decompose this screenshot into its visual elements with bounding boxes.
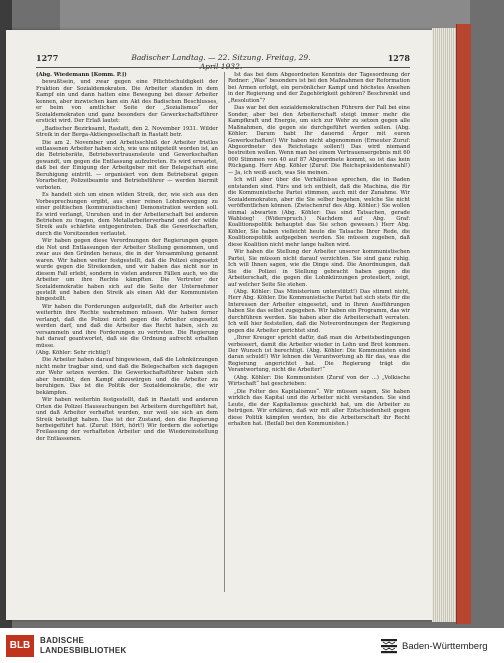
blb-logo-badge[interactable]: BLB	[6, 635, 34, 657]
bw-lions-icon	[380, 637, 398, 657]
paragraph: Wir haben die Stellung der Arbeiter unserer kommunistischen Partei, Sie müssen nicht darauf verzichten. Sie sind ganz ruhig. Ich will Ihnen sagen, wie die Dinge sind. Die Anordnungen, daß Sie die Polizei in Stellung gebracht haben gegen die Arbeiterschaft, die gegen die Lohnkürzungen protestiert, zeigt, auf welcher Seite Sie stehen.	[228, 249, 410, 288]
text-column-right	[228, 72, 410, 592]
book-cover-top	[60, 0, 470, 30]
text-column-left	[36, 72, 218, 592]
running-head	[36, 53, 410, 67]
paragraph: Die Arbeiter haben darauf hingewiesen, daß die Lohnkürzungen nicht mehr tragbar sind, und daß die Belegschaften sich dagegen zur Wehr setzen werden. Die Gewerkschaftsführer haben sich aber bemüht, den Kampf abzuwürgen und die Arbeiter zu beruhigen. Das ist die Politik der Sozialdemokratie, die wir bekämpfen.	[36, 357, 218, 396]
state-name[interactable]: Baden-Württemberg	[402, 641, 488, 652]
header-rule	[36, 67, 410, 68]
running-head-title: Badischer Landtag. — 22. Sitzung. Freitag, 29.	[131, 53, 311, 62]
paragraph: „Badischer Bezirksamt, Rastatt, den 2. November 1931. Wilder Streik in der Berga-Aktiengesellschaft in Rastatt betr.	[36, 125, 218, 139]
page-number-left: 1277	[36, 53, 59, 63]
paragraph: „Die Folter des Kapitalismus“. Wir müssen sagen, Sie haben wirklich das Kapital und die Arbeiter nicht verstanden. Sie sind Leute, die der Kapitalismus geschickt hat, um die Arbeiter zu betrügen. Wir erklären, daß wir mit aller Entschiedenheit gegen diese Politik kämpfen werden, bis die Arbeiterschaft ihr Recht erhalten hat. (Beifall bei den Kommunisten.)	[228, 388, 410, 428]
library-name[interactable]	[40, 636, 127, 656]
page-number-right: 1278	[387, 53, 410, 63]
paragraph: Die am 2. November und Arbeitsschluß der Arbeiter fristlos entlassenen Arbeiter haben sich, wie uns mitgeteilt worden ist, an die Betriebsräte, Betriebsvertrauensleute und Gewerkschaften gewandt, um gegen die Entlassung aufzutreten. Es wird erwartet, daß bei der Einigung der Arbeitgeber mit der Belegschaft eine Beruhigung eintritt. — organisiert von dem Betriebsrat gegen Vorarbeiter, Polizeibeamte und Betriebsführer — werden hiermit verboten.	[36, 139, 218, 191]
paragraph: „Ihrer Kreuger spricht dafür, daß man die Arbeitsbedingungen verbessert, damit die Arbeiter wieder in Lohn und Brot kommen. Der Wunsch ist berechtigt. (Abg. Köhler: Die Kommunisten sind daran schuld!) Wir lehnen die Verantwortung ab für das, was die Regierung angerichtet hat. Die Regierung trägt die Verantwortung, nicht die Arbeiter!“	[228, 335, 410, 374]
paragraph: Ist das bei dem Abgeordneten Kenntnis der Tagesordnung der Redner: „Was“ besonders ist bei den Maßnahmen der Reformation bei Armen erfolgt, ein persönlicher Kampf und höchstes Ansehen in der Regierung und der Zugehörigkeit gehören? Beschrenkt und „Resolution“?	[228, 72, 410, 104]
paragraph: Wir haben weiterhin festgestellt, daß in Rastatt und anderen Orten die Polizei Haussuchungen bei Arbeitern durchgeführt hat, und daß Arbeiter verhaftet wurden, nur weil sie sich an dem Streik beteiligt haben. Das ist der Zustand, den die Regierung herbeigeführt hat. (Zuruf: Hört, hört!) Wir fordern die sofortige Freilassung der verhafteten Arbeiter und die Wiedereinstellung der Entlassenen.	[36, 397, 218, 442]
column-divider	[224, 72, 225, 592]
library-name-line2: LANDESBIBLIOTHEK	[40, 646, 127, 655]
paragraph: Ich will aber über die Verhältnisse sprechen, die in Baden entstanden sind. Fürs und ich enthielt, daß die Machina, die für die Kommunistische Partei stimmen, auch mit der Zunahme. Wir Sozialdemokraten, aber die Sie selber begehen, welche Sie nicht veröffentlichen können. (Zwischenruf des Abg. Köhler.) Sie wollen einmal abwarten (Abg. Köhler: Das sind Tatsachen, gerade Wahlsieg! (Widerspruch.) Nachdem auf Abg. Graf: Koalitionspolitik behauptet das Sie schon gewesen.) Herr Abg. Köhler, Sie haben vielleicht heute die Tatsache Ihrer Rede, die Koalitionspolitik aufgegeben werden. Sie müssen zugeben, daß diese Koalition nicht mehr lange halten wird.	[228, 177, 410, 248]
paragraph: (Abg. Köhler: Das Ministerium unterstützt!) Das stimmt nicht, Herr Abg. Köhler. Die Kommunistische Partei hat sich stets für die Interessen der Arbeiter eingesetzt, und in Ihren Ausführungen haben Sie das selbst zugegeben. Wir haben ein Programm, das wir durchführen werden. Sie haben aber die Arbeiterschaft verraten. Ich will hier feststellen, daß die Notverordnungen der Regierung gegen die Arbeiter gerichtet sind.	[228, 288, 410, 334]
paragraph: Wir haben die Forderungen aufgestellt, daß die Arbeiter auch weiterhin ihre Rechte wahrnehmen müssen. Wir haben ferner verlangt, daß die Polizei nicht gegen die Arbeiter eingesetzt werden darf, und daß die Arbeiter das Recht haben, sich zu versammeln und ihre Forderungen zu vertreten. Die Regierung hat darauf geantwortet, daß sie die Ordnung aufrecht erhalten müsse.	[36, 303, 218, 349]
paragraph: (Abg. Köhler: Die Kommunisten (Zuruf von der ...) „Volkische Wirtschaft“ hat geschrieben:	[228, 374, 410, 388]
page-edges	[432, 28, 456, 622]
paragraph: (Abg. Köhler: Sehr richtig!)	[36, 350, 111, 357]
paragraph: Wir haben gegen diese Verordnungen der Regierungen gegen die Not und Entlassungen der Arbeiter Stellung genommen, und zwar aus den Gründen heraus, die in der Versammlung genannt waren. Wir haben weiter festgestellt, daß die Polizei eingesetzt wurde gegen die Streikenden, und wir haben das nicht nur in diesem Fall erlebt, sondern in vielen anderen Fällen auch, wo die Arbeiter um ihre Rechte kämpften. Die Vertreter der Sozialdemokratie haben sich auf die Seite der Unternehmer gestellt und haben den Streik als einen Akt der Kommunisten hingestellt.	[36, 238, 218, 303]
paragraph: (Abg. Wiedemann [Komm. P.])	[36, 72, 127, 78]
book-cover-edge	[456, 24, 471, 624]
paragraph: bewußtsein, und zwar gegen eine Pflichtschuldigkeit der Fraktion der Sozialdemokraten. Die Arbeiter standen in dem Kampf ein und dann hatten eine Bewegung bei dieser Arbeiter kennen, aber inzwischen kam ein Akt des Badischen Beschlusses, er beim von amtlicher Seite der „Sozialismus“ der Sozialdemokraten und ganz besonders der Gewerkschaftsführer erstickt wird. Der Erlaß lautet:	[36, 79, 218, 125]
paragraph: Das war bei den sozialdemokratischen Führern der Fall bei eine Sonder, aber bei den Arbeiterschaft steigt immer mehr die Kampfkraft und Energie, um sich zur Wehr zu setzen gegen alle Maßnahmen, die gegen sie durchgeführt werden sollen. (Abg. Köhler: Darum habt Ihr dauernd Ärger mit euren Gewerkschaften!) Wir haben nicht abgenommen (Erneuter Zuruf: Abgeordneter des Reichstags sollen!) Das wird niemand bestreiten wollen. Wenn man bei einem Vertrauensergebnis mit 60 000 Stimmen von 40 auf 87 Abgeordnete kommt, so ist das kein Rückgang. Herr Abg. Köhler (Zuruf: Die Reichspräsidentenwahl!) — Ja, ich weiß auch, was Sie meinen.	[228, 105, 410, 176]
paragraph: Es handelt sich um einen wilden Streik, der, wie sich aus den Vorbesprechungen ergibt, aus einer reinen Lohnbewegung zu einer politischen (kommunistischen) Demonstration werden soll. Es wird verlangt, Unruhen und in der Arbeiterschaft bei anderen Betrieben zu tragen, dem Metallarbeiterverband und der wilde Streik aufs schärfste entgegentreten. Daß die Gewerkschaften, durch die Vorsitzenden verlautet.	[36, 192, 218, 237]
library-name-line1: BADISCHE	[40, 636, 85, 645]
